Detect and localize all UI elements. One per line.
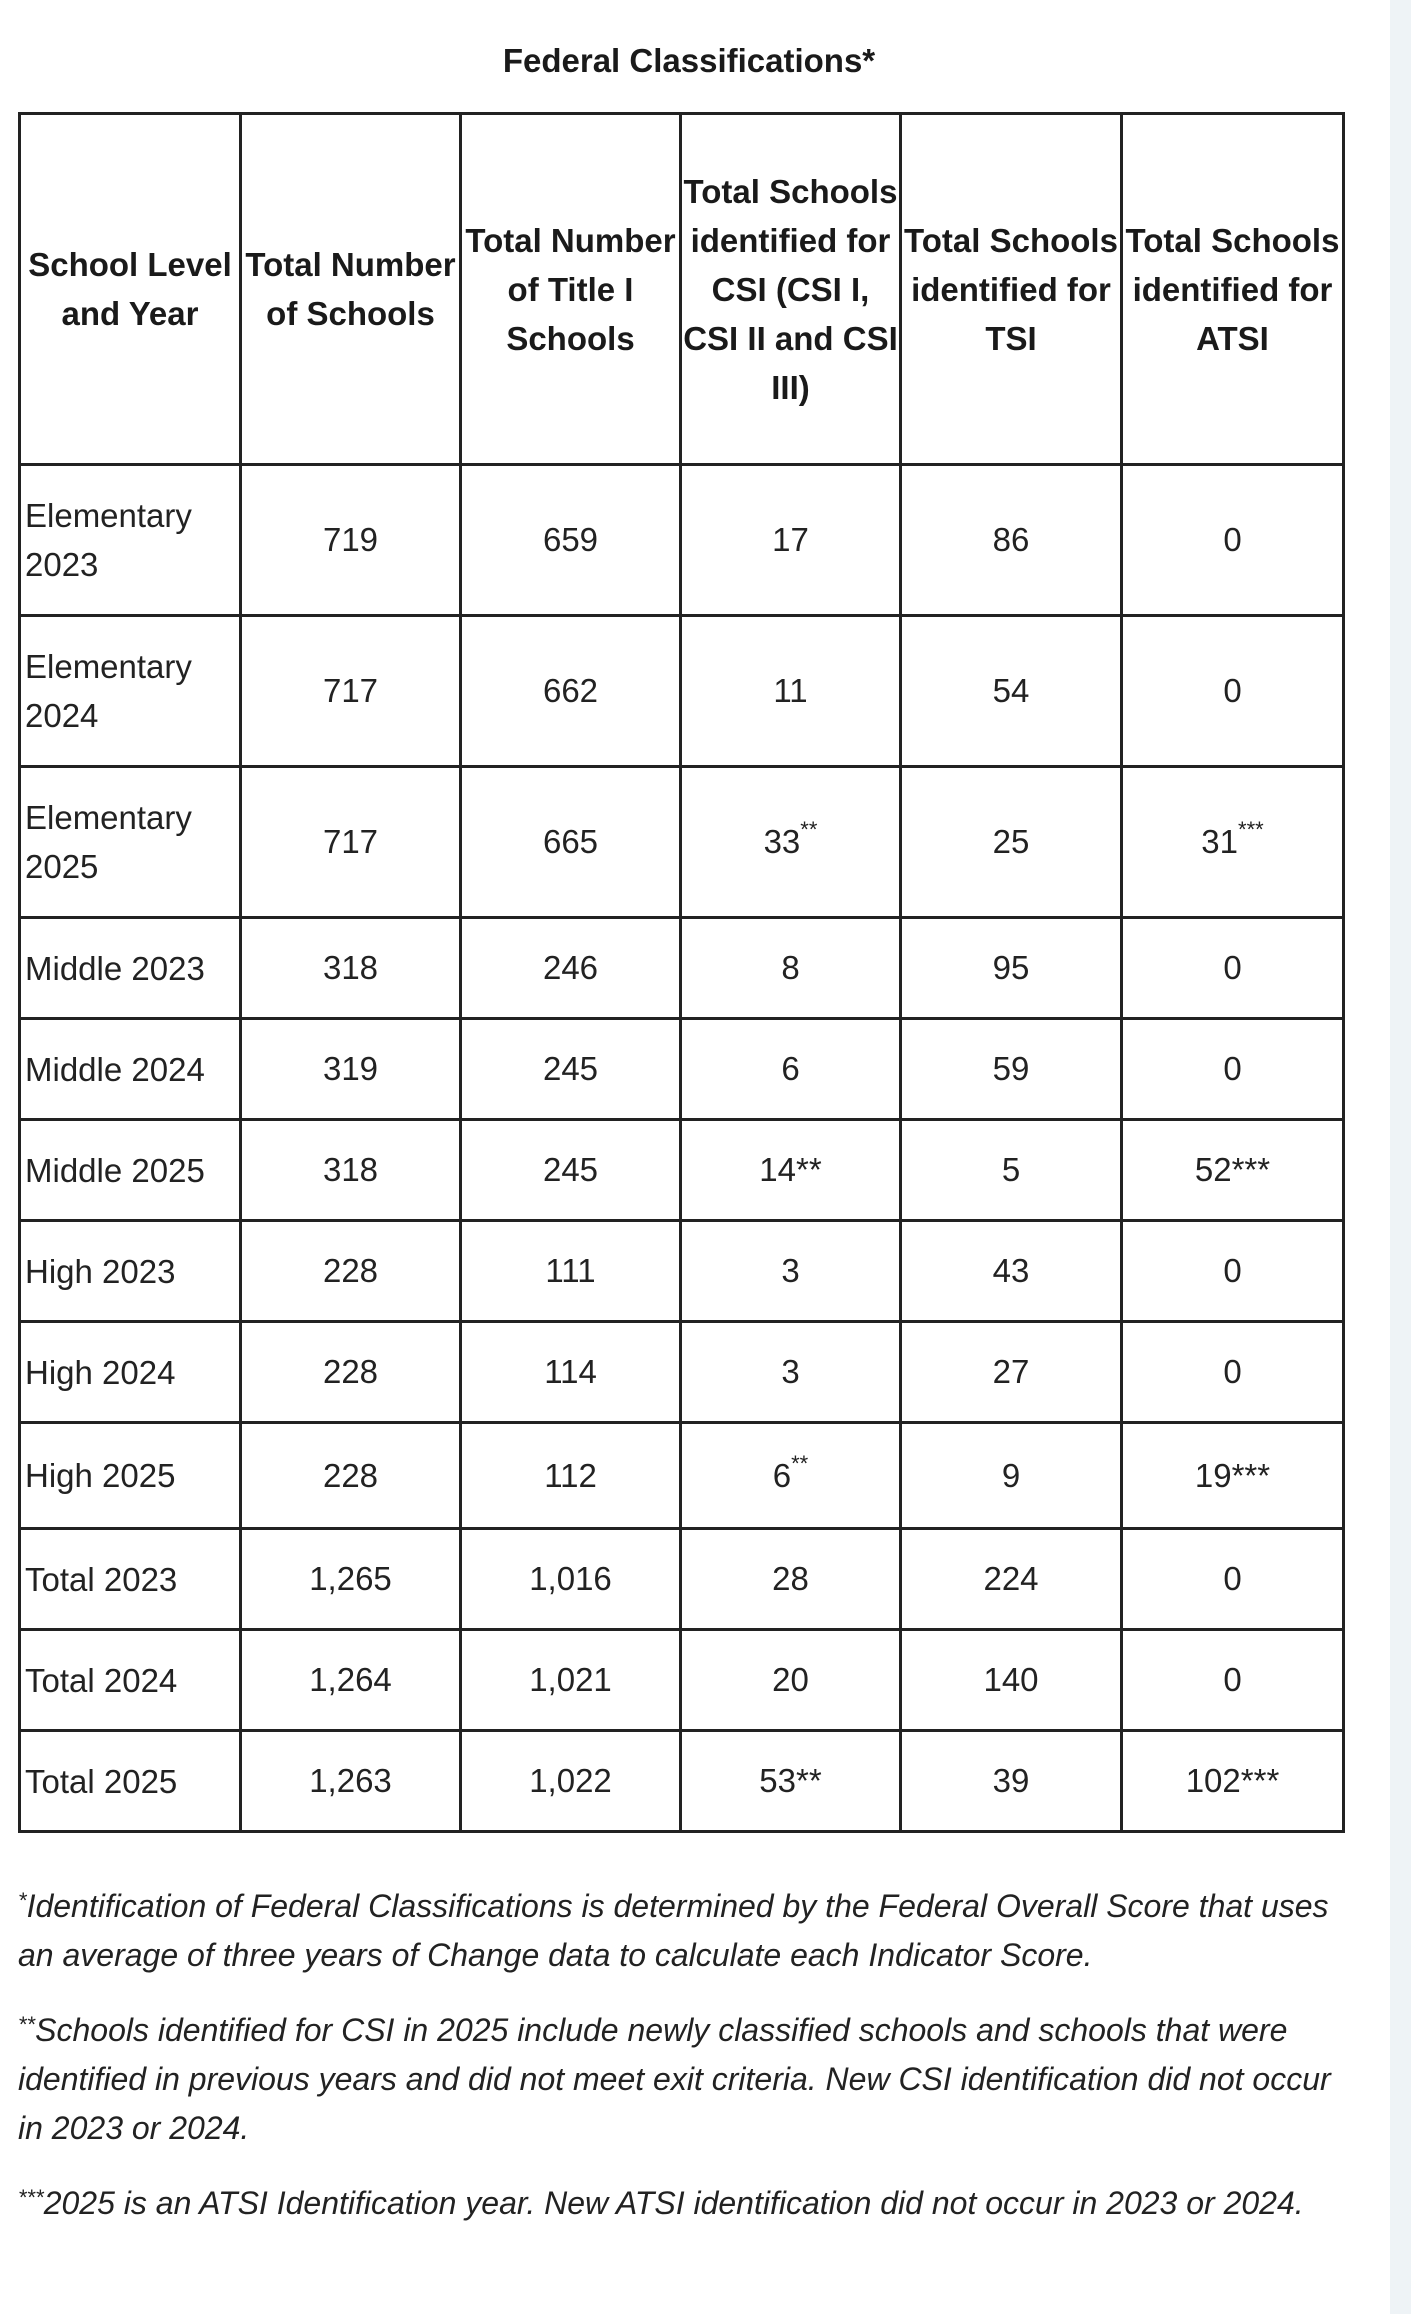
cell-csi bbox=[681, 1630, 901, 1731]
table-row bbox=[20, 1630, 1344, 1731]
footnote-marker: *** bbox=[18, 2185, 44, 2210]
cell-csi bbox=[681, 1120, 901, 1221]
cell-tsi-value: 59 bbox=[992, 1050, 1030, 1087]
cell-school-level bbox=[20, 616, 241, 767]
cell-title1-schools-value: 111 bbox=[545, 1252, 596, 1289]
cell-atsi-value: 0 bbox=[1223, 949, 1242, 986]
cell-tsi bbox=[901, 465, 1122, 616]
cell-csi-value: 3 bbox=[781, 1252, 800, 1289]
footnote bbox=[18, 1882, 1348, 1980]
cell-school-level bbox=[20, 465, 241, 616]
cell-total-schools bbox=[241, 1221, 461, 1322]
cell-title1-schools bbox=[461, 767, 681, 918]
cell-csi-value: 8 bbox=[781, 949, 800, 986]
cell-atsi bbox=[1122, 1423, 1344, 1529]
cell-tsi-value: 25 bbox=[992, 823, 1030, 860]
cell-title1-schools-value: 659 bbox=[542, 521, 599, 558]
table-row bbox=[20, 616, 1344, 767]
header-title1-schools: Total Number of Title I Schools bbox=[461, 114, 681, 465]
cell-total-schools bbox=[241, 616, 461, 767]
cell-atsi-value: 0 bbox=[1223, 1353, 1242, 1390]
cell-school-level-value: Total 2025 bbox=[25, 1762, 178, 1800]
footnote bbox=[18, 2006, 1348, 2153]
cell-title1-schools bbox=[461, 1322, 681, 1423]
cell-school-level-value: Elementary 2024 bbox=[25, 648, 192, 734]
cell-atsi-value: 31 bbox=[1201, 823, 1239, 860]
footnote-text: Schools identified for CSI in 2025 include newly classified schools and schools that were identified in previous years and did not meet exit criteria. New CSI identification did not occur in 2023 or 2024. bbox=[18, 2012, 1331, 2146]
cell-tsi-value: 224 bbox=[983, 1560, 1039, 1597]
cell-atsi-value: 19*** bbox=[1194, 1456, 1271, 1494]
cell-school-level bbox=[20, 1221, 241, 1322]
cell-school-level-value: Elementary 2025 bbox=[25, 799, 192, 885]
cell-atsi bbox=[1122, 767, 1344, 918]
cell-atsi bbox=[1122, 1019, 1344, 1120]
cell-title1-schools bbox=[461, 1423, 681, 1529]
cell-total-schools-value: 228 bbox=[322, 1456, 379, 1494]
cell-title1-schools bbox=[461, 465, 681, 616]
right-margin-strip bbox=[1390, 0, 1411, 2314]
cell-atsi bbox=[1122, 918, 1344, 1019]
cell-atsi-value: 52*** bbox=[1194, 1151, 1271, 1188]
table-row bbox=[20, 465, 1344, 616]
cell-csi-value: 28 bbox=[772, 1560, 809, 1597]
footnotes bbox=[18, 1882, 1348, 2254]
header-school-level: School Level and Year bbox=[20, 114, 241, 465]
cell-title1-schools-value: 245 bbox=[542, 1050, 599, 1087]
footnote bbox=[18, 2179, 1348, 2228]
cell-csi bbox=[681, 465, 901, 616]
cell-tsi-value: 43 bbox=[992, 1252, 1030, 1289]
cell-tsi bbox=[901, 1630, 1122, 1731]
cell-school-level bbox=[20, 1120, 241, 1221]
cell-title1-schools-value: 662 bbox=[542, 672, 599, 709]
cell-total-schools-value: 319 bbox=[322, 1050, 379, 1087]
cell-total-schools-value: 228 bbox=[322, 1252, 379, 1289]
cell-total-schools-value: 318 bbox=[322, 949, 379, 986]
table-body bbox=[20, 465, 1344, 1832]
table-row bbox=[20, 1322, 1344, 1423]
cell-school-level bbox=[20, 1731, 241, 1832]
table-row bbox=[20, 767, 1344, 918]
cell-school-level-value: High 2024 bbox=[25, 1353, 176, 1391]
cell-total-schools bbox=[241, 1423, 461, 1529]
cell-school-level bbox=[20, 1322, 241, 1423]
table-row bbox=[20, 1019, 1344, 1120]
cell-tsi bbox=[901, 1019, 1122, 1120]
cell-title1-schools-value: 665 bbox=[542, 823, 599, 860]
cell-tsi bbox=[901, 1120, 1122, 1221]
cell-atsi-value: 102*** bbox=[1185, 1762, 1280, 1799]
cell-atsi-value: 0 bbox=[1223, 1252, 1242, 1289]
cell-csi-value: 3 bbox=[781, 1353, 800, 1390]
cell-school-level bbox=[20, 1529, 241, 1630]
cell-csi bbox=[681, 1221, 901, 1322]
cell-atsi bbox=[1122, 1221, 1344, 1322]
cell-total-schools bbox=[241, 767, 461, 918]
cell-title1-schools-value: 1,021 bbox=[529, 1661, 612, 1698]
cell-tsi-value: 54 bbox=[992, 672, 1030, 709]
header-tsi: Total Schools identified for TSI bbox=[901, 114, 1122, 465]
cell-csi bbox=[681, 1019, 901, 1120]
cell-total-schools bbox=[241, 1731, 461, 1832]
cell-total-schools-value: 1,263 bbox=[309, 1762, 392, 1799]
table-row bbox=[20, 1423, 1344, 1529]
cell-tsi bbox=[901, 767, 1122, 918]
cell-csi-value: 33 bbox=[763, 823, 801, 860]
cell-total-schools-value: 717 bbox=[322, 672, 379, 709]
cell-tsi-value: 9 bbox=[1001, 1456, 1021, 1494]
cell-title1-schools bbox=[461, 1731, 681, 1832]
cell-csi-value: 17 bbox=[772, 521, 809, 558]
cell-title1-schools-value: 1,016 bbox=[529, 1560, 612, 1597]
cell-atsi bbox=[1122, 1120, 1344, 1221]
cell-atsi-value: 0 bbox=[1223, 1560, 1242, 1597]
cell-csi-value: 20 bbox=[772, 1661, 809, 1698]
cell-title1-schools bbox=[461, 1019, 681, 1120]
cell-total-schools bbox=[241, 1529, 461, 1630]
cell-tsi-value: 140 bbox=[983, 1661, 1039, 1698]
cell-total-schools-value: 717 bbox=[322, 823, 379, 860]
cell-total-schools bbox=[241, 465, 461, 616]
cell-total-schools-value: 228 bbox=[322, 1353, 379, 1390]
cell-school-level bbox=[20, 1630, 241, 1731]
cell-title1-schools bbox=[461, 918, 681, 1019]
cell-csi bbox=[681, 616, 901, 767]
header-row bbox=[20, 114, 1344, 465]
cell-total-schools-value: 318 bbox=[322, 1151, 379, 1188]
cell-atsi bbox=[1122, 616, 1344, 767]
table-row bbox=[20, 1221, 1344, 1322]
cell-tsi bbox=[901, 1322, 1122, 1423]
cell-atsi bbox=[1122, 1731, 1344, 1832]
cell-atsi-value: 0 bbox=[1223, 521, 1242, 558]
cell-total-schools bbox=[241, 1019, 461, 1120]
cell-school-level bbox=[20, 918, 241, 1019]
cell-title1-schools-value: 246 bbox=[542, 949, 599, 986]
cell-tsi-value: 86 bbox=[992, 521, 1030, 558]
footnote-reference: ** bbox=[800, 817, 818, 842]
footnote-marker: * bbox=[18, 1888, 27, 1913]
cell-tsi bbox=[901, 616, 1122, 767]
cell-csi bbox=[681, 1322, 901, 1423]
cell-title1-schools bbox=[461, 1630, 681, 1731]
cell-csi bbox=[681, 1423, 901, 1529]
cell-tsi-value: 5 bbox=[1001, 1151, 1021, 1188]
cell-school-level-value: High 2025 bbox=[25, 1457, 176, 1494]
cell-tsi-value: 95 bbox=[992, 949, 1030, 986]
cell-title1-schools-value: 245 bbox=[542, 1151, 599, 1188]
table-row bbox=[20, 1731, 1344, 1832]
cell-atsi-value: 0 bbox=[1223, 1661, 1242, 1698]
cell-csi bbox=[681, 1731, 901, 1832]
cell-csi-value: 6 bbox=[772, 1456, 792, 1494]
footnote-reference: *** bbox=[1238, 817, 1264, 842]
cell-title1-schools bbox=[461, 1221, 681, 1322]
header-total-schools: Total Number of Schools bbox=[241, 114, 461, 465]
header-csi: Total Schools identified for CSI (CSI I, CSI II and CSI III) bbox=[681, 114, 901, 465]
cell-title1-schools bbox=[461, 616, 681, 767]
cell-total-schools bbox=[241, 918, 461, 1019]
cell-csi-value: 53** bbox=[759, 1762, 822, 1799]
footnote-marker: ** bbox=[18, 2012, 36, 2037]
cell-total-schools bbox=[241, 1630, 461, 1731]
footnote-text: 2025 is an ATSI Identification year. New ATSI identification did not occur in 2023 or 2024. bbox=[43, 2185, 1304, 2221]
cell-atsi-value: 0 bbox=[1223, 672, 1242, 709]
cell-atsi-value: 0 bbox=[1223, 1050, 1242, 1087]
cell-total-schools-value: 1,265 bbox=[309, 1560, 392, 1597]
cell-tsi-value: 39 bbox=[992, 1762, 1030, 1799]
header-atsi: Total Schools identified for ATSI bbox=[1122, 114, 1344, 465]
cell-csi-value: 6 bbox=[781, 1050, 800, 1087]
cell-tsi-value: 27 bbox=[992, 1353, 1030, 1390]
cell-title1-schools-value: 1,022 bbox=[529, 1762, 612, 1799]
cell-school-level bbox=[20, 1423, 241, 1529]
cell-csi bbox=[681, 1529, 901, 1630]
cell-tsi bbox=[901, 1529, 1122, 1630]
table-row bbox=[20, 918, 1344, 1019]
cell-school-level-value: High 2023 bbox=[25, 1252, 176, 1290]
footnote-reference: ** bbox=[791, 1450, 809, 1476]
cell-title1-schools bbox=[461, 1529, 681, 1630]
cell-atsi bbox=[1122, 1630, 1344, 1731]
cell-tsi bbox=[901, 1423, 1122, 1529]
cell-tsi bbox=[901, 918, 1122, 1019]
cell-csi-value: 11 bbox=[773, 672, 808, 709]
cell-school-level bbox=[20, 767, 241, 918]
cell-school-level-value: Middle 2023 bbox=[25, 949, 205, 987]
cell-csi-value: 14** bbox=[759, 1151, 822, 1188]
table-row bbox=[20, 1529, 1344, 1630]
cell-csi bbox=[681, 767, 901, 918]
cell-csi bbox=[681, 918, 901, 1019]
cell-title1-schools bbox=[461, 1120, 681, 1221]
cell-title1-schools-value: 112 bbox=[544, 1456, 597, 1494]
cell-total-schools-value: 719 bbox=[322, 521, 379, 558]
cell-school-level-value: Middle 2025 bbox=[25, 1151, 205, 1189]
table-row bbox=[20, 1120, 1344, 1221]
cell-school-level-value: Total 2024 bbox=[25, 1661, 178, 1699]
cell-total-schools bbox=[241, 1322, 461, 1423]
cell-atsi bbox=[1122, 465, 1344, 616]
cell-school-level-value: Middle 2024 bbox=[25, 1050, 205, 1088]
cell-school-level bbox=[20, 1019, 241, 1120]
footnote-text: Identification of Federal Classifications is determined by the Federal Overall Score that uses an average of three years of Change data to calculate each Indicator Score. bbox=[18, 1888, 1329, 1973]
cell-atsi bbox=[1122, 1322, 1344, 1423]
cell-total-schools-value: 1,264 bbox=[309, 1661, 392, 1698]
cell-tsi bbox=[901, 1221, 1122, 1322]
cell-total-schools bbox=[241, 1120, 461, 1221]
cell-atsi bbox=[1122, 1529, 1344, 1630]
federal-classifications-table bbox=[18, 112, 1345, 1833]
cell-title1-schools-value: 114 bbox=[544, 1353, 597, 1390]
cell-school-level-value: Total 2023 bbox=[25, 1560, 178, 1598]
cell-school-level-value: Elementary 2023 bbox=[25, 497, 192, 583]
table-title: Federal Classifications* bbox=[502, 42, 876, 79]
cell-tsi bbox=[901, 1731, 1122, 1832]
